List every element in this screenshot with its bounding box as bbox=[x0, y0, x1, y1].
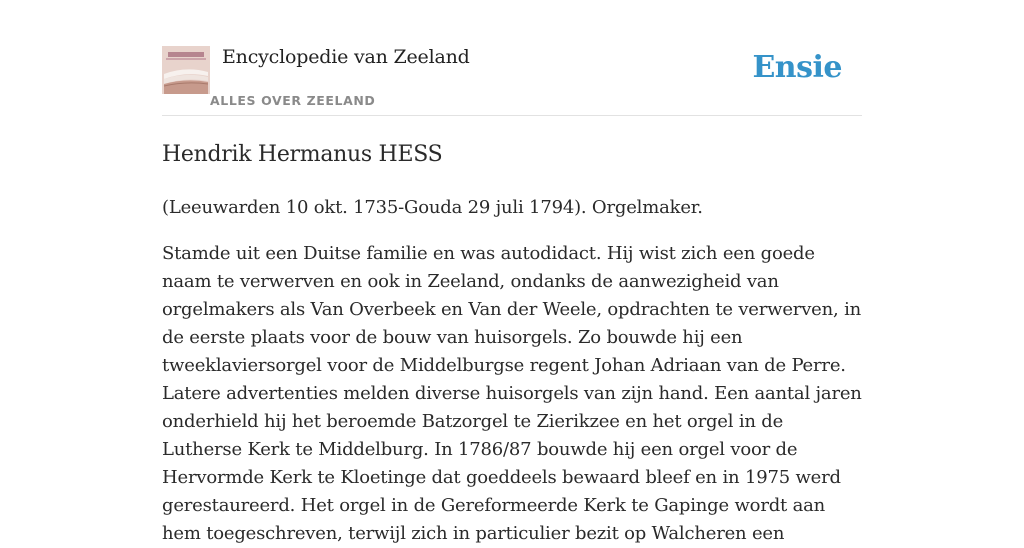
article-lead: (Leeuwarden 10 okt. 1735-Gouda 29 juli 1794). Orgelmaker. bbox=[162, 197, 703, 218]
article bbox=[162, 140, 862, 548]
site-title[interactable]: Encyclopedie van Zeeland bbox=[222, 46, 470, 68]
article-title: Hendrik Hermanus HESS bbox=[162, 142, 443, 167]
site-avatar[interactable] bbox=[162, 46, 210, 94]
book-pages-icon bbox=[162, 46, 210, 94]
article-body: Stamde uit een Duitse familie en was autodidact. Hij wist zich een goede naam te verwerven en ook in Zeeland, ondanks de aanwezigheid van orgelmakers als Van Overbeek en Van der Weele, opdrachten te verwerven, in de eerste plaats voor de bouw van huisorgels. Zo bouwde hij een tweeklaviersorgel voor de Middelburgse regent Johan Adriaan van de Perre. Latere advertenties melden diverse huisorgels van zijn hand. Een aantal jaren onderhield hij het beroemde Batzorgel te Zierikzee en het orgel in de Lutherse Kerk te Middelburg. In 1786/87 bouwde hij een orgel voor de Hervormde Kerk te Kloetinge dat goeddeels bewaard bleef en in 1975 werd gerestaureerd. Het orgel in de Gereformeerde Kerk te Gapinge wordt aan hem toegeschreven, terwijl zich in particulier bezit op Walcheren een bbox=[162, 243, 862, 544]
site-header bbox=[162, 46, 862, 116]
site-subtitle: ALLES OVER ZEELAND bbox=[210, 93, 376, 108]
brand-logo[interactable]: Ensie bbox=[752, 50, 842, 85]
